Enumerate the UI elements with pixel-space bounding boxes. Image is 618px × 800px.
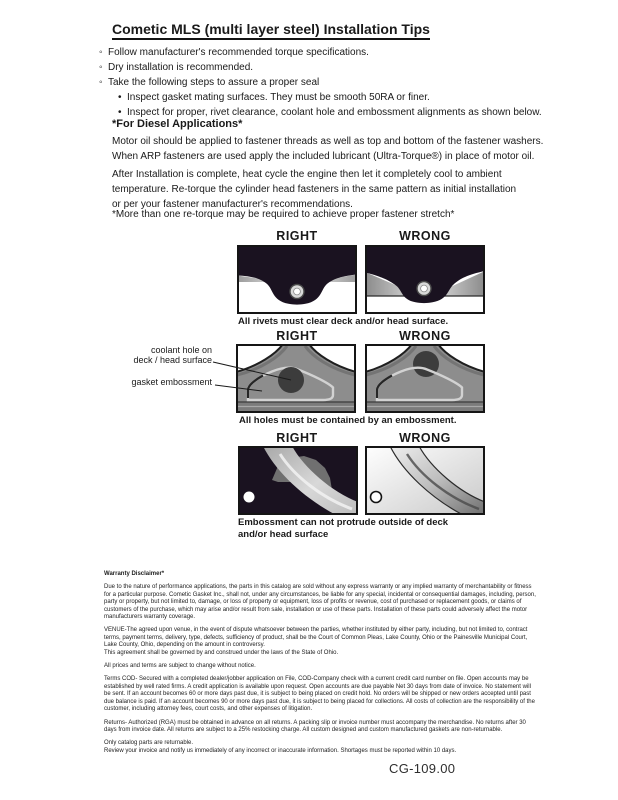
diagram-rivet-wrong	[365, 245, 485, 314]
warranty-paragraph: Terms COD- Secured with a completed dealer/jobber application on File, COD-Company check with a current credit card number on file. Open accounts may be established by well rated firms. A credit application is available upon request. Open accounts are due payable Net 30 days from date of invoice. No statement will be sent. If an account becomes 60 or more days past due, it is subject to being placed on credit hold. No orders will be shipped or new orders accepted until past due balance is paid. If an account becomes 90 or more days past due, it is subject to being placed for collections. All costs of collection are the responsibility of the customer, including attorney fees, court costs, and other expenses of litigation.	[104, 676, 535, 713]
warranty-paragraph: All prices and terms are subject to change without notice.	[104, 663, 256, 670]
installation-tips-list	[99, 45, 542, 120]
warranty-paragraph: VENUE-The agreed upon venue, in the event of dispute whatsoever between the parties, whether instituted by either party, including, but not limited to, contract terms, payment terms, delivery, type, defects, sufficiency of product, shall be the Court of Common Pleas, Lake County, Ohio or the Painesville Municipal Court, Lake County, Ohio, depending on the amount in controversy.	[104, 627, 528, 649]
warranty-paragraph: This agreement shall be governed by and construed under the laws of the State of Ohio.	[104, 649, 339, 656]
bolt-hole	[371, 492, 382, 503]
list-item	[99, 60, 542, 75]
circle-bullet-icon	[99, 75, 108, 90]
warranty-paragraph: Returns- Authorized (RGA) must be obtained in advance on all returns. A packing slip or invoice number must accompany the merchandise. No returns after 30 days from invoice date. All returns are subject to a 25% restocking charge. All custom designed and custom manufactured gaskets are non-returnable.	[104, 719, 526, 733]
leader-line-embossment	[215, 385, 262, 391]
warranty-paragraph: Due to the nature of performance applications, the parts in this catalog are sold without any express warranty or any implied warranty of merchantability or fitness for a particular purpose. Cometic Gasket Inc., shall not, under any circumstances, be liable for any special, incidental or consequential damages, including, person, party or property, but not limited to, damage, or loss of property or equipment, loss of profits or revenue, cost of purchased or replacement goods, or claims of customers of the purchase, which may arise and/or result from sale, installation or use of these parts. Installation of these parts could adversely affect the motor manufacturers warranty coverage.	[104, 584, 536, 621]
list-item	[99, 75, 542, 90]
sub-list-item	[99, 90, 542, 105]
wrong-label-row3: WRONG	[399, 431, 451, 445]
circle-bullet-icon	[99, 45, 108, 60]
caption-row2: All holes must be contained by an embossment.	[239, 415, 457, 426]
leader-line-coolant	[213, 362, 291, 380]
bolt-hole	[244, 492, 255, 503]
text-line: or per your fastener manufacturer's recommendations.	[112, 199, 353, 210]
annotation-text: coolant hole on	[150, 345, 212, 355]
diagram-hole-wrong	[365, 344, 485, 413]
list-item-text: Follow manufacturer's recommended torque specifications.	[108, 47, 369, 58]
rivet-center	[294, 288, 301, 295]
list-item-text: Inspect gasket mating surfaces. They must be smooth 50RA or finer.	[127, 92, 430, 103]
caption-row1: All rivets must clear deck and/or head surface.	[238, 316, 449, 327]
annotation-gasket-embossment: gasket embossment	[131, 377, 212, 387]
text-line: temperature. Re-torque the cylinder head fasteners in the same pattern as initial installation	[112, 184, 517, 195]
diesel-paragraph-1	[112, 134, 543, 164]
list-item-text: Dry installation is recommended.	[108, 62, 254, 73]
diesel-section-heading: *For Diesel Applications*	[112, 118, 243, 130]
diesel-paragraph-2	[112, 167, 516, 212]
circle-bullet-icon	[99, 60, 108, 75]
diagram-protrude-right	[238, 446, 358, 515]
dot-bullet-icon	[118, 90, 127, 105]
right-label-row1: RIGHT	[276, 229, 318, 243]
page-title: Cometic MLS (multi layer steel) Installation Tips	[112, 21, 430, 40]
warranty-paragraph: Only catalog parts are returnable.	[104, 740, 194, 747]
wrong-label-row2: WRONG	[399, 329, 451, 343]
retorque-note: *More than one re-torque may be required to achieve proper fastener stretch*	[112, 209, 455, 220]
rivet-center	[421, 285, 428, 292]
text-line: Motor oil should be applied to fastener threads as well as top and bottom of the fastener washers.	[112, 136, 544, 147]
text-line: After Installation is complete, heat cycle the engine then let it completely cool to ambient	[112, 169, 502, 180]
annotation-text: deck / head surface	[133, 355, 212, 365]
wrong-label-row1: WRONG	[399, 229, 451, 243]
page-number: CG-109.00	[389, 761, 456, 776]
right-label-row2: RIGHT	[276, 329, 318, 343]
list-item	[99, 45, 542, 60]
caption-row3	[238, 517, 448, 541]
list-item-text: Inspect for proper, rivet clearance, coolant hole and embossment alignments as shown below.	[127, 107, 542, 118]
warranty-heading: Warranty Disclaimer*	[104, 571, 165, 577]
right-label-row3: RIGHT	[276, 431, 318, 445]
annotation-coolant-hole	[97, 345, 212, 365]
warranty-disclaimer	[104, 571, 538, 755]
warranty-paragraph: Review your invoice and notify us immediately of any incorrect or inaccurate information. Shortages must be reported within 10 days.	[104, 747, 457, 754]
diagram-protrude-wrong	[365, 446, 485, 515]
annotation-leader-lines	[200, 340, 310, 400]
caption-line: and/or head surface	[238, 529, 329, 540]
caption-line: Embossment can not protrude outside of deck	[238, 517, 449, 528]
text-line: When ARP fasteners are used apply the included lubricant (Ultra-Torque®) in place of motor oil.	[112, 151, 535, 162]
diagram-rivet-right	[237, 245, 357, 314]
list-item-text: Take the following steps to assure a proper seal	[108, 77, 320, 88]
